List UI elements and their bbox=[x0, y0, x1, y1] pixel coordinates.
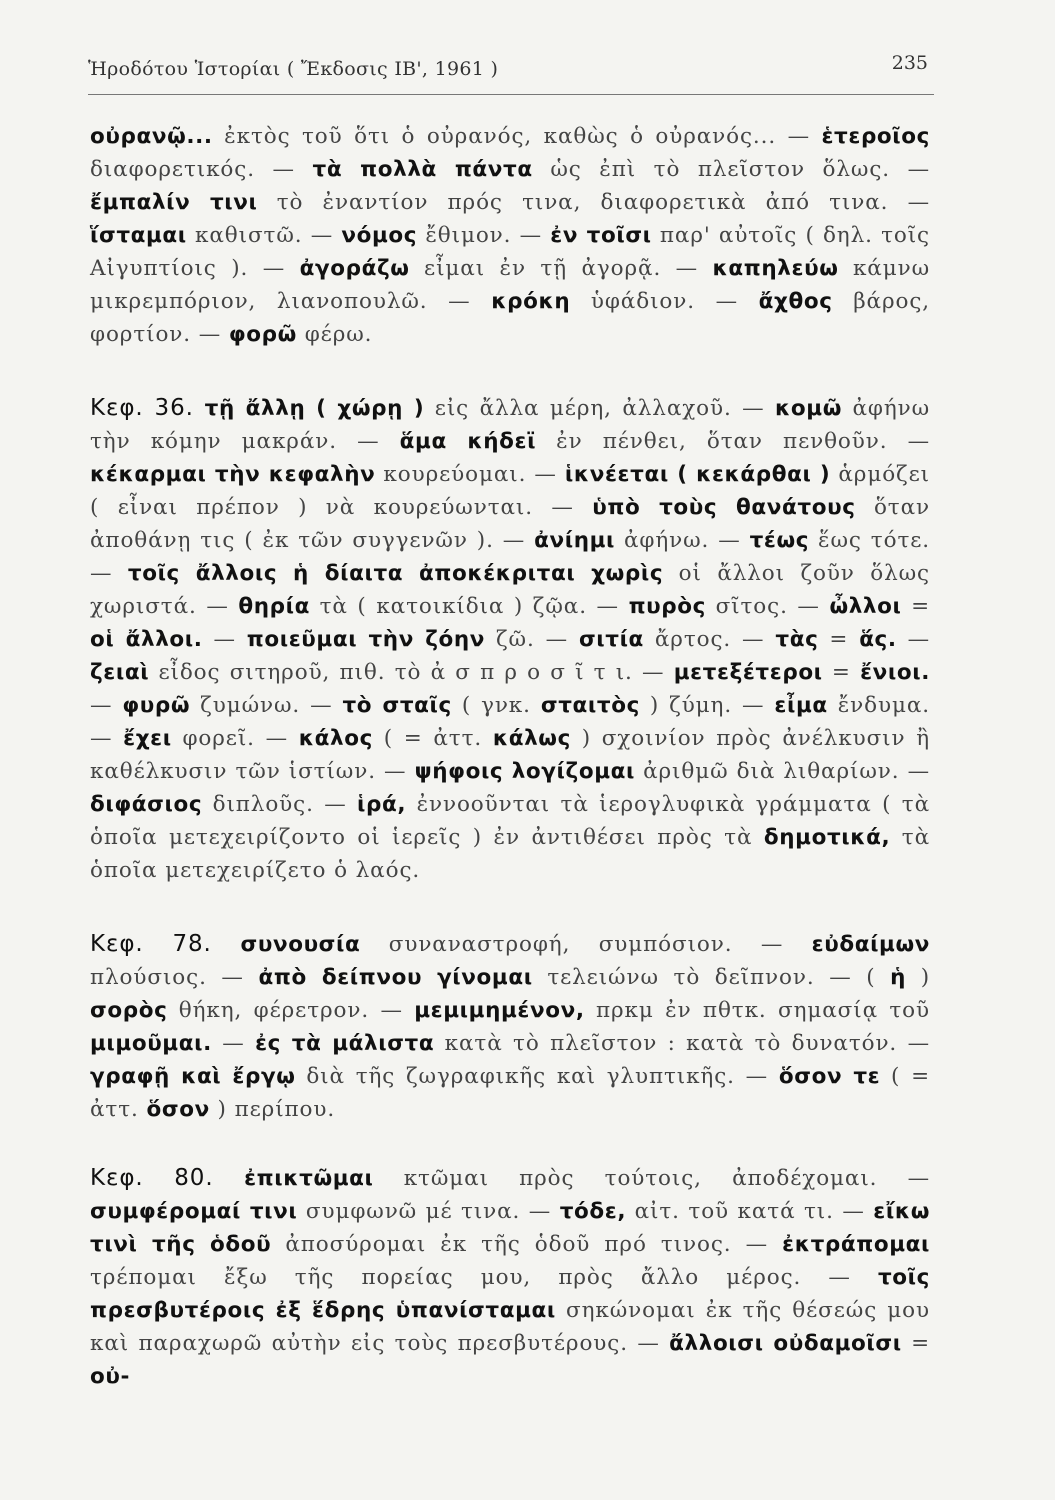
lemma: ὑπὸ τοὺς θανάτους bbox=[592, 495, 856, 520]
gloss: ( = ἀττ. bbox=[90, 1064, 931, 1122]
running-title: Ἡροδότου Ἱστορίαι ( Ἔκδοσις ΙΒ', 1961 ) bbox=[88, 58, 499, 80]
gloss: ὅταν ἀποθάνῃ τις ( ἐκ τῶν συγγενῶν ). — bbox=[90, 495, 930, 553]
gloss: κατὰ τὸ πλεῖστον : κατὰ τὸ δυνατόν. — bbox=[434, 1031, 930, 1056]
glossary-paragraph bbox=[90, 1162, 930, 1393]
lemma: τῇ ἄλλῃ ( χώρῃ ) bbox=[193, 396, 425, 421]
lemma: ἐπικτῶμαι bbox=[213, 1166, 374, 1191]
gloss: ἀφήνω τὴν κόμην μακράν. — bbox=[90, 396, 931, 454]
lemma: μετεξέτεροι bbox=[673, 660, 823, 685]
gloss: ζῶ. — bbox=[485, 627, 579, 652]
gloss: ὡς ἐπὶ τὸ πλεῖστον ὅλως. — bbox=[532, 157, 931, 182]
glossary-paragraph bbox=[90, 928, 930, 1126]
gloss: διαφορετικός. — bbox=[90, 157, 313, 182]
lemma: οἱ ἄλλοι. bbox=[90, 627, 203, 652]
lemma: ἀγοράζω bbox=[299, 256, 410, 281]
lemma: ἱρά, bbox=[357, 792, 407, 817]
lemma: κάλος bbox=[298, 726, 373, 751]
gloss: ἐν πένθει, ὅταν πενθοῦν. — bbox=[536, 429, 931, 454]
gloss: ) bbox=[906, 965, 931, 990]
lemma: οὐ- bbox=[90, 1364, 131, 1389]
gloss: κουρεύομαι. — bbox=[375, 462, 565, 487]
lemma: ἅμα κήδεϊ bbox=[399, 429, 537, 454]
lemma: τοῖς ἄλλοις ἡ δίαιτα ἀποκέκριται χωρὶς bbox=[127, 561, 664, 586]
lemma: τὸ σταῖς bbox=[342, 693, 452, 718]
gloss: ἔνδυμα. — bbox=[90, 693, 930, 751]
gloss: πρκμ ἐν πθτκ. σημασίᾳ τοῦ bbox=[584, 998, 930, 1023]
chapter-heading: Κεφ. 80. bbox=[90, 1165, 214, 1191]
lemma: ζειαὶ bbox=[90, 660, 150, 685]
gloss: διπλοῦς. — bbox=[202, 792, 358, 817]
lemma: σιτία bbox=[578, 627, 644, 652]
lemma: κάλως bbox=[492, 726, 571, 751]
gloss: ἐννοοῦνται τὰ ἱερογλυφικὰ γράμματα ( τὰ ὁποῖα μετεχειρίζοντο οἱ ἱερεῖς ) ἐν ἀντιθέσει πρὸς τὰ bbox=[90, 792, 931, 850]
gloss: = bbox=[901, 594, 931, 619]
gloss: ἀριθμῶ διὰ λιθαρίων. — bbox=[634, 759, 930, 784]
gloss: τρέπομαι ἔξω τῆς πορείας μου, πρὸς ἄλλο μέρος. — bbox=[90, 1265, 878, 1290]
gloss: — bbox=[211, 1031, 256, 1056]
gloss: ἁρμόζει ( εἶναι πρέπον ) νὰ κουρεύωνται. — bbox=[90, 462, 930, 520]
lemma: ἐς τὰ μάλιστα bbox=[255, 1031, 435, 1056]
lemma: τέως bbox=[749, 528, 810, 553]
gloss: ἕως τότε. — bbox=[90, 528, 931, 586]
lemma: τὰς bbox=[775, 627, 819, 652]
header-rule bbox=[88, 94, 934, 95]
glossary-paragraph bbox=[90, 392, 930, 887]
lemma: φυρῶ bbox=[122, 693, 191, 718]
lemma: τὰ πολλὰ πάντα bbox=[312, 157, 533, 182]
gloss: διὰ τῆς ζωγραφικῆς καὶ γλυπτικῆς. — bbox=[295, 1064, 779, 1089]
gloss: ζυμώνω. — bbox=[190, 693, 343, 718]
lemma: ἔνιοι. bbox=[860, 660, 930, 685]
lemma: συμφέρομαί τινι bbox=[90, 1199, 298, 1224]
gloss: ὑφάδιον. — bbox=[570, 289, 759, 314]
lemma: εὐδαίμων bbox=[811, 932, 930, 957]
gloss: ) περίπου. bbox=[209, 1097, 336, 1122]
gloss: φέρω. bbox=[296, 322, 373, 347]
lemma: οὐρανῷ... bbox=[90, 124, 213, 149]
chapter-heading: Κεφ. 78. bbox=[90, 931, 212, 957]
lemma: ἀπὸ δείπνου γίνομαι bbox=[258, 965, 533, 990]
gloss: καθιστῶ. — bbox=[186, 223, 342, 248]
lemma: συνουσία bbox=[211, 932, 361, 957]
gloss: φορεῖ. — bbox=[171, 726, 299, 751]
gloss: = bbox=[901, 1331, 930, 1356]
lemma: μεμιμημένον, bbox=[414, 998, 585, 1023]
gloss: εἶδος σιτηροῦ, πιθ. τὸ ἀ σ π ρ ο σ ῖ τ ι. — bbox=[149, 660, 674, 685]
gloss: τὰ ( κατοικίδια ) ζῷα. — bbox=[310, 594, 629, 619]
lemma: ψήφοις λογίζομαι bbox=[414, 759, 635, 784]
gloss: εἰς ἄλλα μέρη, ἀλλαχοῦ. — bbox=[424, 396, 776, 421]
gloss: ( = ἀττ. bbox=[372, 726, 493, 751]
lemma: ὅσον bbox=[146, 1097, 210, 1122]
gloss: ἀφήνω. — bbox=[615, 528, 750, 553]
lemma: φορῶ bbox=[228, 322, 297, 347]
lemma: γραφῇ καὶ ἔργῳ bbox=[90, 1064, 296, 1089]
gloss: ἀποσύρομαι ἐκ τῆς ὁδοῦ πρό τινος. — bbox=[271, 1232, 783, 1257]
gloss: ) ζύμη. — bbox=[639, 693, 775, 718]
lemma: ἄλλοισι οὐδαμοῖσι bbox=[669, 1331, 902, 1356]
gloss: ἐκτὸς τοῦ ὅτι ὁ οὐρανός, καθὼς ὁ οὐρανός... — bbox=[212, 124, 822, 149]
lemma: καπηλεύω bbox=[712, 256, 839, 281]
lemma: ὦλλοι bbox=[829, 594, 902, 619]
lemma: πυρὸς bbox=[628, 594, 706, 619]
lemma: ἱκνέεται ( κεκάρθαι ) bbox=[564, 462, 831, 487]
gloss: σῖτος. — bbox=[706, 594, 830, 619]
gloss: ἄρτος. — bbox=[643, 627, 776, 652]
chapter-heading: Κεφ. 36. bbox=[90, 395, 194, 421]
lemma: τοῖς πρεσβυτέροις ἐξ ἕδρης ὑπανίσταμαι bbox=[90, 1265, 930, 1323]
gloss: τὰ ὁποῖα μετεχειρίζετο ὁ λαός. bbox=[90, 825, 930, 883]
lemma: ἑτεροῖος bbox=[821, 124, 930, 149]
lemma: ἔμπαλίν τινι bbox=[90, 190, 258, 215]
lemma: ἐν τοῖσι bbox=[550, 223, 652, 248]
glossary-paragraph bbox=[90, 120, 930, 351]
lemma: νόμος bbox=[341, 223, 418, 248]
gloss: — bbox=[896, 627, 930, 652]
lemma: ἔχει bbox=[123, 726, 172, 751]
lemma: κρόκη bbox=[491, 289, 571, 314]
lemma: κέκαρμαι τὴν κεφαλὴν bbox=[90, 462, 376, 487]
gloss: ἔθιμον. — bbox=[417, 223, 551, 248]
lemma: θηρία bbox=[238, 594, 310, 619]
gloss: τελειώνω τὸ δεῖπνον. — ( bbox=[532, 965, 891, 990]
lemma: μιμοῦμαι. bbox=[90, 1031, 212, 1056]
lemma: διφάσιος bbox=[90, 792, 203, 817]
gloss: σηκώνομαι ἐκ τῆς θέσεώς μου καὶ παραχωρῶ αὐτὴν εἰς τοὺς πρεσβυτέρους. — bbox=[90, 1298, 930, 1356]
lemma: σορὸς bbox=[90, 998, 168, 1023]
gloss: κτῶμαι πρὸς τούτοις, ἀποδέχομαι. — bbox=[373, 1166, 930, 1191]
lemma: ἄχθος bbox=[758, 289, 833, 314]
lemma: σταιτὸς bbox=[540, 693, 640, 718]
lemma: εἶμα bbox=[774, 693, 828, 718]
lemma: τόδε, bbox=[559, 1199, 627, 1224]
gloss: πλούσιος. — bbox=[90, 965, 259, 990]
gloss: = bbox=[818, 627, 860, 652]
gloss: εἶμαι ἐν τῇ ἀγορᾷ. — bbox=[409, 256, 713, 281]
lemma: ἅς. bbox=[859, 627, 897, 652]
gloss: οἱ ἄλλοι ζοῦν ὅλως χωριστά. — bbox=[90, 561, 930, 619]
gloss: θήκη, φέρετρον. — bbox=[167, 998, 415, 1023]
gloss: — bbox=[202, 627, 247, 652]
lemma: κομῶ bbox=[775, 396, 842, 421]
gloss: — bbox=[90, 693, 123, 718]
lemma: ἐκτράπομαι bbox=[782, 1232, 930, 1257]
gloss: παρ' αὐτοῖς ( δηλ. τοῖς Αἰγυπτίοις ). — bbox=[90, 223, 930, 281]
lemma: ποιεῦμαι τὴν ζόην bbox=[246, 627, 486, 652]
gloss: τὸ ἐναντίον πρός τινα, διαφορετικὰ ἀπό τινα. — bbox=[257, 190, 930, 215]
gloss: = bbox=[822, 660, 861, 685]
gloss: κάμνω μικρεμπόριον, λιανοπουλῶ. — bbox=[90, 256, 930, 314]
lemma: ἀνίημι bbox=[534, 528, 616, 553]
page-number: 235 bbox=[891, 52, 928, 74]
gloss: αἰτ. τοῦ κατά τι. — bbox=[626, 1199, 874, 1224]
gloss: βάρος, φορτίον. — bbox=[90, 289, 931, 347]
lemma: δημοτικά, bbox=[763, 825, 891, 850]
gloss: συμφωνῶ μέ τινα. — bbox=[297, 1199, 560, 1224]
gloss: συναναστροφή, συμπόσιον. — bbox=[360, 932, 812, 957]
gloss: ) σχοινίον πρὸς ἀνέλκυσιν ἢ καθέλκυσιν τῶν ἱστίων. — bbox=[90, 726, 930, 784]
gloss: ( γνκ. bbox=[451, 693, 541, 718]
lemma: ἡ bbox=[890, 965, 907, 990]
lemma: εἴκω τινὶ τῆς ὁδοῦ bbox=[90, 1199, 930, 1257]
lemma: ὅσον τε bbox=[778, 1064, 881, 1089]
lemma: ἵσταμαι bbox=[90, 223, 187, 248]
